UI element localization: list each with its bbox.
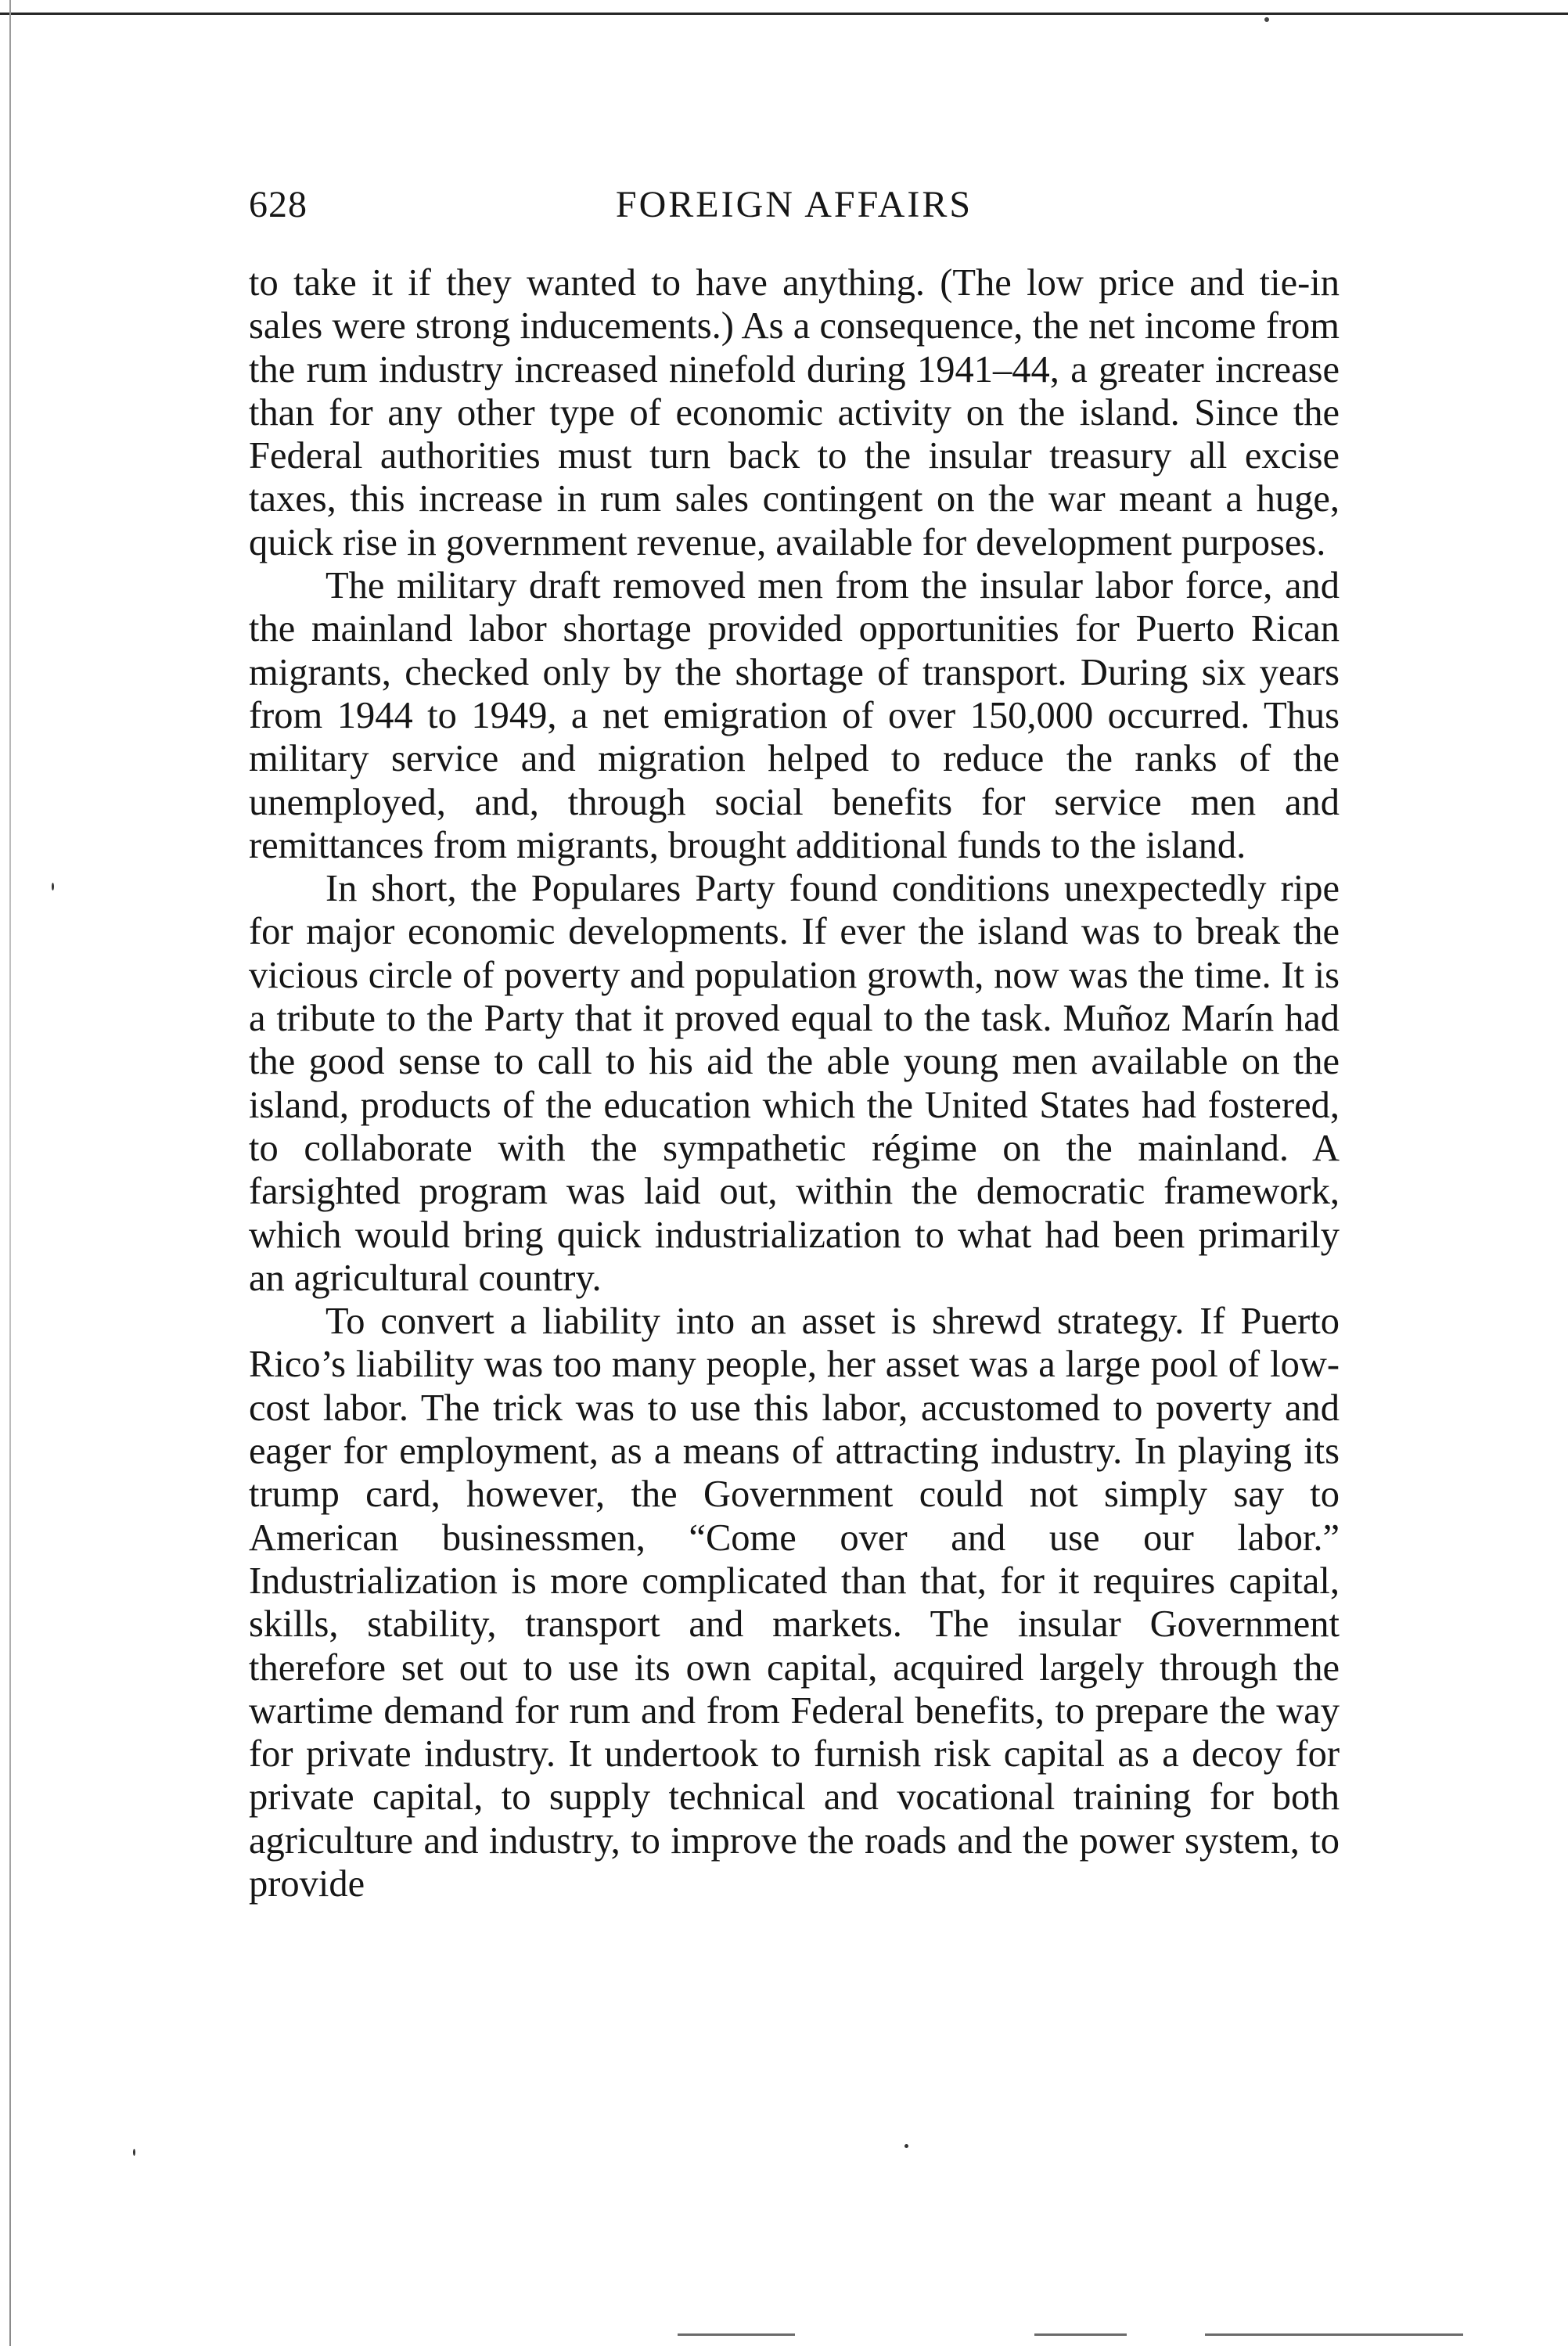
scan-speck — [1264, 17, 1269, 22]
scan-speck — [52, 883, 54, 891]
scan-bottom-mark — [1205, 2333, 1463, 2336]
scan-bottom-mark — [1034, 2333, 1127, 2336]
page-number: 628 — [249, 184, 307, 225]
paragraph-populares-party: In short, the Populares Party found conditions unexpectedly ripe for major economic developments. If ever the island was to break the vicious circle of poverty and population growth, now was the time. It is a tribute to the Party that it proved equal to the task. Muñoz Marín had the good sense to call to his aid the able young men available on the island, products of the education which the United States had fostered, to collaborate with the sympathetic régime on the mainland. A farsighted program was laid out, within the democratic framework, which would bring quick industrialization to what had been primarily an agricultural country. — [249, 868, 1340, 1299]
paragraph-liability-asset: To convert a liability into an asset is shrewd strategy. If Puerto Rico’s liability was too many people, her asset was a large pool of low-cost labor. The trick was to use this labor, accustomed to poverty and eager for employment, as a means of attracting industry. In playing its trump card, however, the Government could not simply say to American businessmen, “Come over and use our labor.” Industrialization is more complicated than that, for it requires capital, skills, stability, transport and markets. The insular Government therefore set out to use its own capital, acquired largely through the wartime demand for rum and from Federal benefits, to prepare the way for private industry. It undertook to furnish risk capital as a decoy for private capital, to supply technical and vocational training for both agriculture and industry, to improve the roads and the power system, to provide — [249, 1301, 1340, 1905]
scan-left-edge — [9, 0, 11, 2346]
scan-speck — [904, 2144, 908, 2148]
paragraph-military-draft: The military draft removed men from the insular labor force, and the mainland labor shortage provided opportunities for Puerto Rican migrants, checked only by the shortage of transport. During six years from 1944 to 1949, a net emigration of over 150,000 occurred. Thus military service and migration helped to reduce the ranks of the unemployed, and, through social benefits for service men and remittances from migrants, brought additional funds to the island. — [249, 565, 1340, 866]
page-header — [249, 177, 1340, 233]
scan-top-border — [0, 13, 1568, 15]
paragraph-continuation: to take it if they wanted to have anything. (The low price and tie-in sales were strong inducements.) As a consequence, the net income from the rum industry increased ninefold during 1941–44, a greater increase than for any other type of economic activity on the island. Since the Federal authorities must turn back to the insular treasury all excise taxes, this increase in rum sales contingent on the war meant a huge, quick rise in government revenue, available for development purposes. — [249, 262, 1340, 563]
body-text — [249, 261, 1340, 1905]
scan-bottom-mark — [678, 2333, 795, 2336]
running-head: FOREIGN AFFAIRS — [615, 184, 973, 225]
scan-speck — [133, 2149, 135, 2156]
